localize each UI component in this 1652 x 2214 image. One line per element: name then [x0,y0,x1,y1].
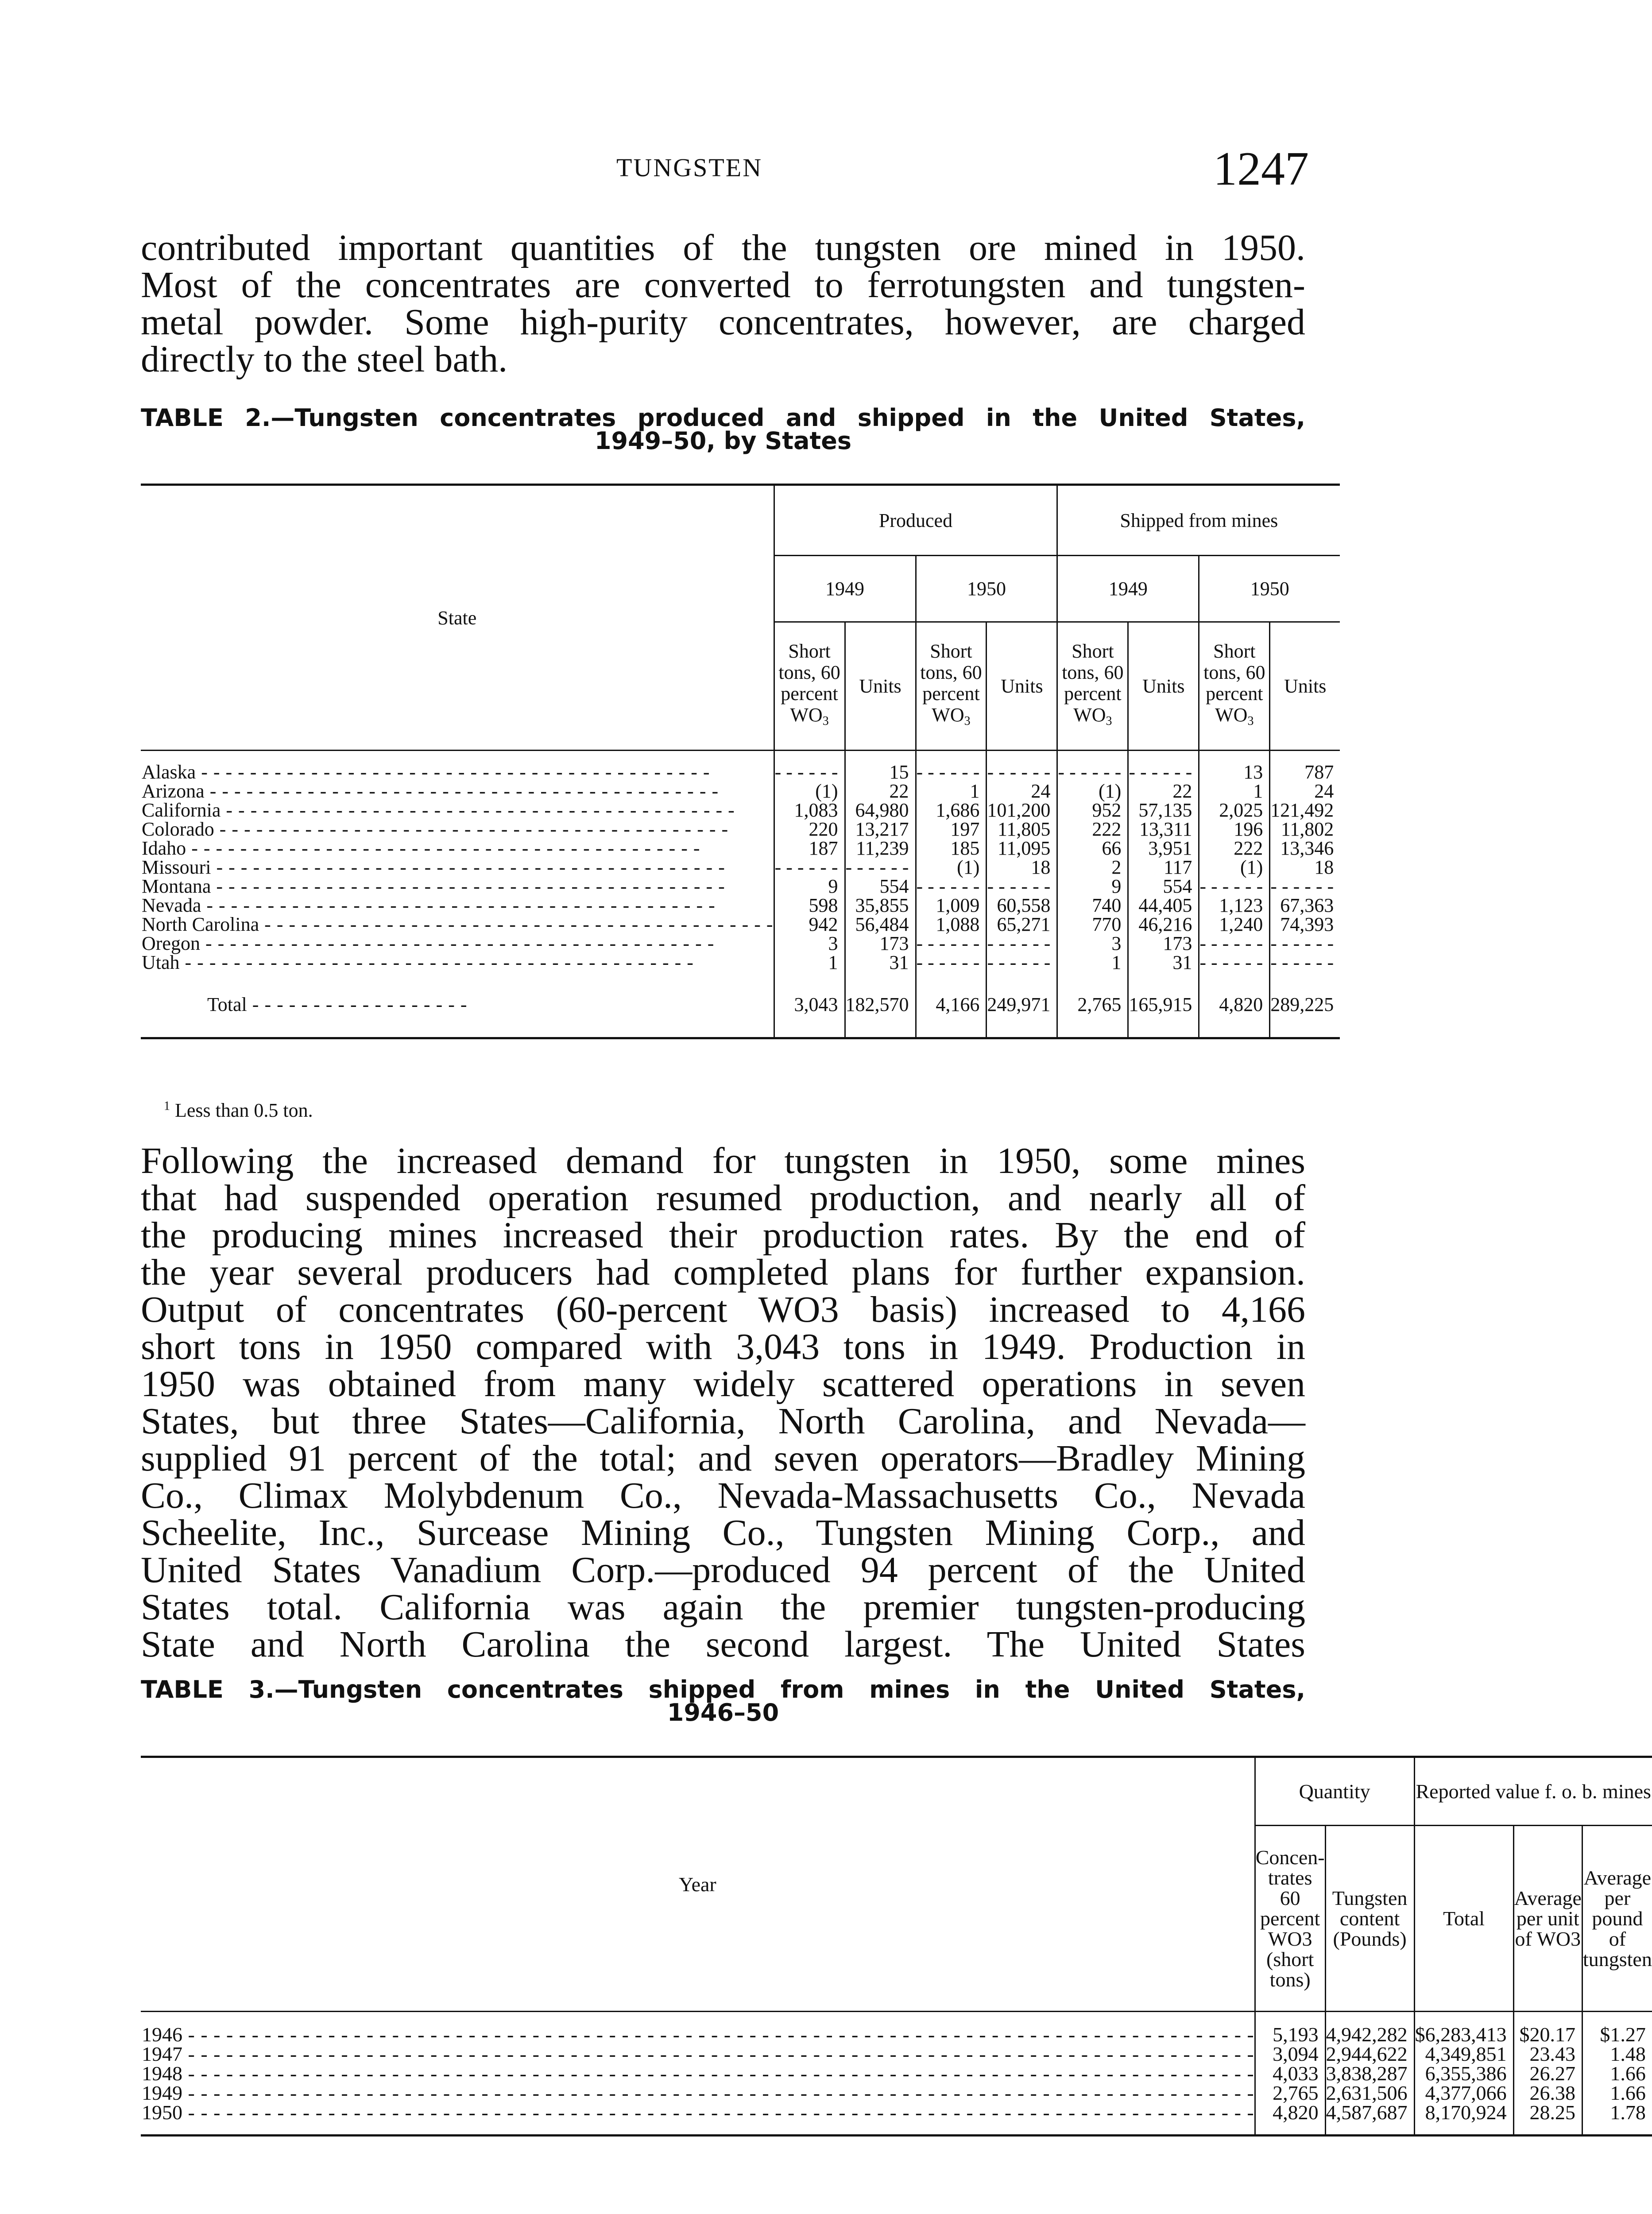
avg-per-pound-header: Average per pound of tungsten [1582,1826,1652,2012]
value-header: Reported value f. o. b. mines [1414,1757,1652,1826]
table-cell: 1,009 [916,896,987,915]
table-cell: 24 [1270,782,1340,801]
table-cell: 64,980 [845,801,916,820]
text-line: that had suspended operation resumed production, and nearly all of [141,1177,1305,1219]
short-tons-header: Short tons, 60 percent $WO_3$ [774,622,845,751]
text-line: Most of the concentrates are converted to ferrotungsten and tungsten- [141,264,1305,306]
table-row [141,915,1340,934]
table-row [141,2083,1652,2103]
short-tons-header: Short tons, 60 percent $WO_3$ [1057,622,1128,751]
table-cell: 4,166 [916,972,987,1038]
state-column-header: State [437,607,477,629]
text-line: Output of concentrates (60-percent WO3 basis) increased to 4,166 [141,1289,1305,1330]
table-cell: 2,025 [1199,801,1270,820]
table-cell: 1 [774,953,845,972]
year-header: 1949 [1057,556,1199,622]
state-name: North Carolina - - - - - - - - - - - - - - - - - - - - - - - - - - - - - - - - - - - - - - - - - - [142,913,774,935]
year-header: 1950 [916,556,1057,622]
page-number: 1247 [1213,143,1309,195]
text-line: States, but three States—California, North Carolina, and Nevada— [141,1401,1305,1442]
table-row [141,896,1340,915]
leader-dots: - - - - - - - - - - - - - - - - - - - - - - - - - - - - - - - - - - - - - - - - - - [179,951,694,973]
table-cell: 1,240 [1199,915,1270,934]
table-cell: 8,170,924 [1414,2103,1513,2122]
text-line: supplied 91 percent of the total; and seven operators—Bradley Mining [141,1438,1305,1479]
state-name: Utah - - - - - - - - - - - - - - - - - - - - - - - - - - - - - - - - - - - - - - - - - - [142,951,694,973]
table-cell: 942 [774,915,845,934]
table3 [141,1756,1652,2137]
state-name: Oregon - - - - - - - - - - - - - - - - - - - - - - - - - - - - - - - - - - - - - - - - - - [142,932,715,954]
units-header: Units [1128,622,1199,751]
table-cell: 22 [1128,782,1199,801]
table-cell: - - - - - - [774,858,845,877]
year-label: 1948 - - - - - - - - - - - - - - - - - - - - - - - - - - - - - - - - - - - - - - - - - - - - - - - - - - - - - - - - - - - - - - - - - - - - - - - - - - - - - - - - - - - - [142,2062,1254,2085]
table-cell: - - - - - - [1199,934,1270,953]
table-cell: 554 [1128,877,1199,896]
table-cell: 173 [845,934,916,953]
table-cell: - - - - - - [1199,877,1270,896]
table-cell: 2,765 [1057,972,1128,1038]
leader-dots: - - - - - - - - - - - - - - - - - - - - - - - - - - - - - - - - - - - - - - - - - - [259,913,774,935]
table-cell: 13,311 [1128,820,1199,839]
paragraph-intro [141,229,1305,378]
leader-dots: - - - - - - - - - - - - - - - - - - - - - - - - - - - - - - - - - - - - - - - - - - - - - - - - - - - - - - - - - - - - - - - - - - - - - - - - - - - - - - - - - - - - [182,2081,1254,2104]
table-cell: - - - - - - [987,751,1057,782]
table-cell: 4,349,851 [1414,2044,1513,2064]
table-cell: - - - - - - [1270,953,1340,972]
table-cell: 101,200 [987,801,1057,820]
table-cell: 65,271 [987,915,1057,934]
table-cell: 60,558 [987,896,1057,915]
caption-line: TABLE 2.—Tungsten concentrates produced and shipped in the United States, [141,404,1305,432]
caption-line: 1946–50 [667,1699,779,1726]
state-name: Arizona - - - - - - - - - - - - - - - - - - - - - - - - - - - - - - - - - - - - - - - - - - [142,780,719,802]
year-label: 1949 - - - - - - - - - - - - - - - - - - - - - - - - - - - - - - - - - - - - - - - - - - - - - - - - - - - - - - - - - - - - - - - - - - - - - - - - - - - - - - - - - - - - [142,2081,1254,2104]
table-cell: $6,283,413 [1414,2025,1513,2044]
caption-line: 1949–50, by States [594,427,852,455]
units-header: Units [987,622,1057,751]
text-line: contributed important quantities of the tungsten ore mined in 1950. [141,227,1305,268]
leader-dots: - - - - - - - - - - - - - - - - - - - - - - - - - - - - - - - - - - - - - - - - - - [211,875,725,897]
table-cell: 35,855 [845,896,916,915]
state-name: Alaska - - - - - - - - - - - - - - - - - - - - - - - - - - - - - - - - - - - - - - - - - - [142,761,710,783]
table2 [141,484,1340,1039]
table-cell: 1.78 [1582,2103,1652,2122]
table-cell: 1,123 [1199,896,1270,915]
table-cell: 196 [1199,820,1270,839]
table-cell: 46,216 [1128,915,1199,934]
table-cell: 4,377,066 [1414,2083,1513,2103]
table-cell: 289,225 [1270,972,1340,1038]
table-cell: 67,363 [1270,896,1340,915]
text-line: 1950 was obtained from many widely scattered operations in seven [141,1363,1305,1405]
table-cell: 740 [1057,896,1128,915]
year-header: 1950 [1199,556,1340,622]
total-label: Total - - - - - - - - - - - - - - - - - - [207,993,468,1015]
paragraph-main [141,1142,1305,1663]
table-cell: 26.27 [1513,2064,1582,2083]
table-cell: 4,820 [1199,972,1270,1038]
table-cell: 952 [1057,801,1128,820]
table-cell: 1 [1199,782,1270,801]
concentrates-header: Concen- trates 60 percent WO3 (short tons) [1255,1826,1325,2012]
table-row [141,801,1340,820]
table-cell: 9 [1057,877,1128,896]
table-cell: 3,043 [774,972,845,1038]
table-cell: - - - - - - [916,751,987,782]
leader-dots: - - - - - - - - - - - - - - - - - - - - - - - - - - - - - - - - - - - - - - - - - - [211,856,725,878]
leader-dots: - - - - - - - - - - - - - - - - - - - - - - - - - - - - - - - - - - - - - - - - - - - - - - - - - - - - - - - - - - - - - - - - - - - - - - - - - - - - - - - - - - - - [182,2062,1254,2085]
table-cell: 4,033 [1255,2064,1325,2083]
state-name: Idaho - - - - - - - - - - - - - - - - - - - - - - - - - - - - - - - - - - - - - - - - - - [142,837,700,859]
table-cell: 182,570 [845,972,916,1038]
year-column-header: Year [678,1873,716,1896]
table-cell: 554 [845,877,916,896]
state-name: Montana - - - - - - - - - - - - - - - - - - - - - - - - - - - - - - - - - - - - - - - - - - [142,875,725,897]
table-cell: 6,355,386 [1414,2064,1513,2083]
total-value-header: Total [1414,1826,1513,2012]
table-cell: 24 [987,782,1057,801]
table-cell: 2,765 [1255,2083,1325,2103]
table-cell: 13 [1199,751,1270,782]
table-cell: 3 [1057,934,1128,953]
table-cell: 1.66 [1582,2083,1652,2103]
table-row [141,820,1340,839]
caption-line: TABLE 3.—Tungsten concentrates shipped from mines in the United States, [141,1676,1305,1703]
table-cell: 11,805 [987,820,1057,839]
table-cell: 31 [1128,953,1199,972]
table-cell: - - - - - - [916,953,987,972]
avg-per-unit-header: Average per unit of WO3 [1513,1826,1582,2012]
text-line: State and North Carolina the second largest. The United States [141,1624,1305,1665]
quantity-header: Quantity [1255,1757,1414,1826]
table-cell: 2 [1057,858,1128,877]
table-cell: 22 [845,782,916,801]
table-row [141,934,1340,953]
table-cell: 117 [1128,858,1199,877]
leader-dots: - - - - - - - - - - - - - - - - - - - - - - - - - - - - - - - - - - - - - - - - - - [201,894,716,916]
table-row [141,858,1340,877]
leader-dots: - - - - - - - - - - - - - - - - - - - - - - - - - - - - - - - - - - - - - - - - - - - - - - - - - - - - - - - - - - - - - - - - - - - - - - - - - - - - - - - - - - - - [182,2042,1254,2065]
table-cell: 23.43 [1513,2044,1582,2064]
table-cell: 121,492 [1270,801,1340,820]
state-name: Nevada - - - - - - - - - - - - - - - - - - - - - - - - - - - - - - - - - - - - - - - - - - [142,894,716,916]
table-row [141,953,1340,972]
table2-body [141,751,1340,972]
text-line: directly to the steel bath. [141,339,508,380]
table-cell: - - - - - - [916,877,987,896]
table-cell: (1) [1199,858,1270,877]
units-header: Units [845,622,916,751]
table-cell: 2,631,506 [1325,2083,1414,2103]
table-row [141,782,1340,801]
leader-dots: - - - - - - - - - - - - - - - - - - - - - - - - - - - - - - - - - - - - - - - - - - [204,780,719,802]
table3-body [141,2025,1652,2122]
table-cell: 1.48 [1582,2044,1652,2064]
table2-footnote: $^1$ Less than 0.5 ton. [164,1099,313,1121]
year-header: 1949 [774,556,916,622]
table-cell: 13,346 [1270,839,1340,858]
year-label: 1950 - - - - - - - - - - - - - - - - - - - - - - - - - - - - - - - - - - - - - - - - - - - - - - - - - - - - - - - - - - - - - - - - - - - - - - - - - - - - - - - - - - - - [142,2101,1254,2124]
table-row [141,2044,1652,2064]
text-line: metal powder. Some high-purity concentrates, however, are charged [141,302,1305,343]
table-cell: - - - - - - [1128,751,1199,782]
table-cell: 74,393 [1270,915,1340,934]
table-cell: - - - - - - [774,751,845,782]
leader-dots: - - - - - - - - - - - - - - - - - - - - - - - - - - - - - - - - - - - - - - - - - - - - - - - - - - - - - - - - - - - - - - - - - - - - - - - - - - - - - - - - - - - - [182,2101,1254,2124]
table-cell: 18 [1270,858,1340,877]
table-cell: 4,587,687 [1325,2103,1414,2122]
table-row [141,877,1340,896]
leader-dots: - - - - - - - - - - - - - - - - - - - - - - - - - - - - - - - - - - - - - - - - - - - - - - - - - - - - - - - - - - - - - - - - - - - - - - - - - - - - - - - - - - - - [182,2023,1254,2046]
table-cell: 3,951 [1128,839,1199,858]
table-cell: 1.66 [1582,2064,1652,2083]
table-cell: 3,838,287 [1325,2064,1414,2083]
text-line: the year several producers had completed plans for further expansion. [141,1252,1305,1293]
table-cell: 222 [1199,839,1270,858]
table-cell: 1 [1057,953,1128,972]
running-head-title: TUNGSTEN [616,153,763,182]
leader-dots: - - - - - - - - - - - - - - - - - - [247,993,468,1015]
table-cell: - - - - - - [845,858,916,877]
text-line: Following the increased demand for tungsten in 1950, some mines [141,1140,1305,1181]
table-cell: 787 [1270,751,1340,782]
state-name: California - - - - - - - - - - - - - - - - - - - - - - - - - - - - - - - - - - - - - - - - - - [142,799,735,821]
units-header: Units [1270,622,1340,751]
table-cell: 31 [845,953,916,972]
table-cell: 1 [916,782,987,801]
table-cell: 66 [1057,839,1128,858]
text-line: the producing mines increased their production rates. By the end of [141,1215,1305,1256]
table-cell: 1,083 [774,801,845,820]
text-line: Scheelite, Inc., Surcease Mining Co., Tungsten Mining Corp., and [141,1512,1305,1553]
leader-dots: - - - - - - - - - - - - - - - - - - - - - - - - - - - - - - - - - - - - - - - - - - [214,818,729,840]
table-cell: 28.25 [1513,2103,1582,2122]
table-row [141,839,1340,858]
table-cell: 249,971 [987,972,1057,1038]
table-cell: 15 [845,751,916,782]
leader-dots: - - - - - - - - - - - - - - - - - - - - - - - - - - - - - - - - - - - - - - - - - - [200,932,715,954]
table-row [141,751,1340,782]
short-tons-header: Short tons, 60 percent $WO_3$ [1199,622,1270,751]
table-cell: 57,135 [1128,801,1199,820]
table-cell: 4,942,282 [1325,2025,1414,2044]
table-cell: - - - - - - [1057,751,1128,782]
table-cell: - - - - - - [987,877,1057,896]
table2-caption [141,406,1305,453]
leader-dots: - - - - - - - - - - - - - - - - - - - - - - - - - - - - - - - - - - - - - - - - - - [196,761,710,783]
text-line: States total. California was again the premier tungsten-producing [141,1587,1305,1628]
table-cell: $1.27 [1582,2025,1652,2044]
text-line: Co., Climax Molybdenum Co., Nevada-Massachusetts Co., Nevada [141,1475,1305,1516]
table3-caption [141,1678,1305,1724]
table-cell: 770 [1057,915,1128,934]
produced-header: Produced [774,485,1057,556]
table-row [141,2064,1652,2083]
table-cell: 9 [774,877,845,896]
year-label: 1946 - - - - - - - - - - - - - - - - - - - - - - - - - - - - - - - - - - - - - - - - - - - - - - - - - - - - - - - - - - - - - - - - - - - - - - - - - - - - - - - - - - - - [142,2023,1254,2046]
short-tons-header: Short tons, 60 percent $WO_3$ [916,622,987,751]
table2-total-row [141,972,1340,1038]
table-cell: 220 [774,820,845,839]
table-cell: - - - - - - [987,934,1057,953]
table-cell: 18 [987,858,1057,877]
leader-dots: - - - - - - - - - - - - - - - - - - - - - - - - - - - - - - - - - - - - - - - - - - [221,799,735,821]
table-cell: 2,944,622 [1325,2044,1414,2064]
table-cell: (1) [774,782,845,801]
state-name: Colorado - - - - - - - - - - - - - - - - - - - - - - - - - - - - - - - - - - - - - - - - - - [142,818,729,840]
table-cell: 187 [774,839,845,858]
shipped-header: Shipped from mines [1057,485,1340,556]
table-cell: - - - - - - [1270,877,1340,896]
table-cell: - - - - - - [1270,934,1340,953]
table-row [141,2025,1652,2044]
table-cell: 44,405 [1128,896,1199,915]
table-cell: 598 [774,896,845,915]
year-label: 1947 - - - - - - - - - - - - - - - - - - - - - - - - - - - - - - - - - - - - - - - - - - - - - - - - - - - - - - - - - - - - - - - - - - - - - - - - - - - - - - - - - - - - [142,2042,1254,2065]
table-cell: 1,686 [916,801,987,820]
table-cell: 185 [916,839,987,858]
table-cell: 11,239 [845,839,916,858]
tungsten-content-header: Tungsten content (Pounds) [1325,1826,1414,2012]
table-row [141,2103,1652,2122]
table-cell: 56,484 [845,915,916,934]
table-cell: 3 [774,934,845,953]
table-cell: 197 [916,820,987,839]
table-cell: 11,095 [987,839,1057,858]
state-name: Missouri - - - - - - - - - - - - - - - - - - - - - - - - - - - - - - - - - - - - - - - - - - [142,856,725,878]
table-cell: $20.17 [1513,2025,1582,2044]
table-cell: 11,802 [1270,820,1340,839]
text-line: short tons in 1950 compared with 3,043 tons in 1949. Production in [141,1326,1305,1367]
table-cell: - - - - - - [916,934,987,953]
leader-dots: - - - - - - - - - - - - - - - - - - - - - - - - - - - - - - - - - - - - - - - - - - [186,837,700,859]
text-line: United States Vanadium Corp.—produced 94 percent of the United [141,1549,1305,1591]
table-cell: - - - - - - [1199,953,1270,972]
table-cell: 3,094 [1255,2044,1325,2064]
table-cell: 5,193 [1255,2025,1325,2044]
table-cell: 13,217 [845,820,916,839]
table-cell: 173 [1128,934,1199,953]
table-cell: 222 [1057,820,1128,839]
table-cell: (1) [916,858,987,877]
table-cell: 26.38 [1513,2083,1582,2103]
table-cell: 1,088 [916,915,987,934]
table-cell: (1) [1057,782,1128,801]
table-cell: 4,820 [1255,2103,1325,2122]
table-cell: - - - - - - [987,953,1057,972]
table-cell: 165,915 [1128,972,1199,1038]
